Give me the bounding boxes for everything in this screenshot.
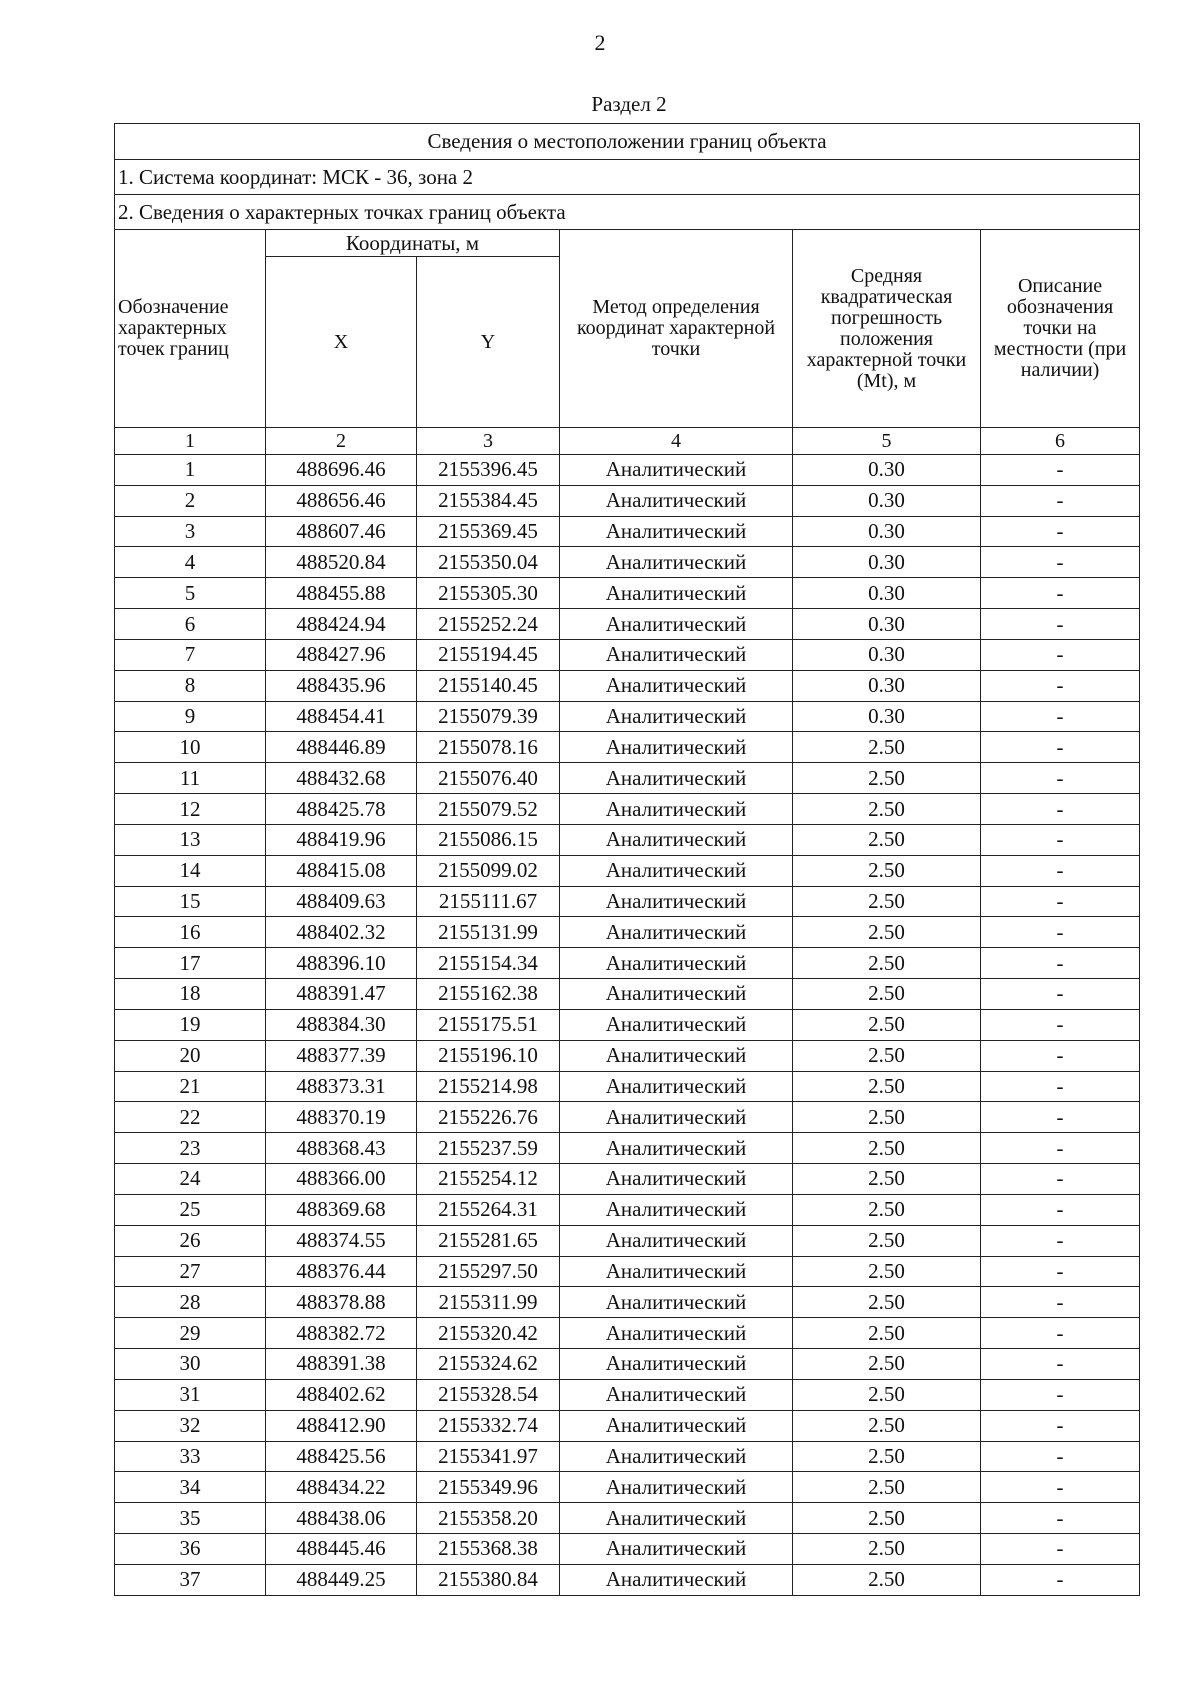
header-coordinates: Координаты, м — [266, 230, 560, 257]
point-number: 25 — [115, 1194, 266, 1225]
coordinate-y: 2155264.31 — [417, 1194, 560, 1225]
point-number: 35 — [115, 1503, 266, 1534]
coordinate-x: 488376.44 — [266, 1256, 417, 1287]
method-cell: Аналитический — [560, 1318, 793, 1349]
accuracy-cell: 2.50 — [793, 1318, 981, 1349]
coordinate-y: 2155131.99 — [417, 917, 560, 948]
coordinate-y: 2155332.74 — [417, 1410, 560, 1441]
table-row — [115, 1503, 1140, 1534]
header-y: Y — [417, 257, 560, 428]
point-number: 17 — [115, 948, 266, 979]
accuracy-cell: 0.30 — [793, 547, 981, 578]
table-row — [115, 1533, 1140, 1564]
accuracy-cell: 2.50 — [793, 1472, 981, 1503]
table-row — [115, 1441, 1140, 1472]
accuracy-cell: 2.50 — [793, 1194, 981, 1225]
coordinate-y: 2155154.34 — [417, 948, 560, 979]
description-cell: - — [981, 639, 1140, 670]
point-number: 5 — [115, 578, 266, 609]
method-cell: Аналитический — [560, 1040, 793, 1071]
page-number: 2 — [594, 30, 606, 55]
accuracy-cell: 2.50 — [793, 1225, 981, 1256]
point-number: 36 — [115, 1533, 266, 1564]
point-number: 11 — [115, 763, 266, 794]
description-cell: - — [981, 578, 1140, 609]
accuracy-cell: 2.50 — [793, 1503, 981, 1534]
accuracy-cell: 0.30 — [793, 701, 981, 732]
coordinate-y: 2155328.54 — [417, 1379, 560, 1410]
method-cell: Аналитический — [560, 763, 793, 794]
table-row — [115, 1009, 1140, 1040]
coordinate-x: 488391.38 — [266, 1349, 417, 1380]
header-method: Метод определения координат характерной точки — [560, 230, 793, 428]
description-cell: - — [981, 1441, 1140, 1472]
coordinate-x: 488369.68 — [266, 1194, 417, 1225]
coordinate-x: 488454.41 — [266, 701, 417, 732]
description-cell: - — [981, 1318, 1140, 1349]
coordinate-y: 2155254.12 — [417, 1164, 560, 1195]
accuracy-cell: 2.50 — [793, 979, 981, 1010]
accuracy-cell: 2.50 — [793, 1533, 981, 1564]
accuracy-cell: 2.50 — [793, 824, 981, 855]
method-cell: Аналитический — [560, 547, 793, 578]
method-cell: Аналитический — [560, 1102, 793, 1133]
coordinate-y: 2155226.76 — [417, 1102, 560, 1133]
table-row — [115, 1194, 1140, 1225]
point-number: 2 — [115, 485, 266, 516]
coordinate-x: 488696.46 — [266, 455, 417, 486]
table-row — [115, 1379, 1140, 1410]
coordinate-x: 488432.68 — [266, 763, 417, 794]
coordinate-x: 488656.46 — [266, 485, 417, 516]
accuracy-cell: 2.50 — [793, 1256, 981, 1287]
table-row — [115, 763, 1140, 794]
description-cell: - — [981, 917, 1140, 948]
accuracy-cell: 2.50 — [793, 1287, 981, 1318]
coordinate-y: 2155194.45 — [417, 639, 560, 670]
method-cell: Аналитический — [560, 485, 793, 516]
table-row — [115, 1102, 1140, 1133]
point-number: 18 — [115, 979, 266, 1010]
description-cell: - — [981, 455, 1140, 486]
accuracy-cell: 2.50 — [793, 948, 981, 979]
coordinate-x: 488378.88 — [266, 1287, 417, 1318]
point-number: 3 — [115, 516, 266, 547]
point-number: 37 — [115, 1564, 266, 1595]
point-number: 10 — [115, 732, 266, 763]
table-row — [115, 1410, 1140, 1441]
coordinate-y: 2155237.59 — [417, 1133, 560, 1164]
method-cell: Аналитический — [560, 1164, 793, 1195]
coordinate-y: 2155079.39 — [417, 701, 560, 732]
coordinate-y: 2155380.84 — [417, 1564, 560, 1595]
coordinate-x: 488409.63 — [266, 886, 417, 917]
coordinate-system: 1. Система координат: МСК - 36, зона 2 — [115, 160, 1140, 195]
accuracy-cell: 2.50 — [793, 1441, 981, 1472]
method-cell: Аналитический — [560, 1503, 793, 1534]
accuracy-cell: 0.30 — [793, 578, 981, 609]
accuracy-cell: 2.50 — [793, 1379, 981, 1410]
accuracy-cell: 0.30 — [793, 516, 981, 547]
method-cell: Аналитический — [560, 578, 793, 609]
description-cell: - — [981, 547, 1140, 578]
table-row — [115, 1256, 1140, 1287]
description-cell: - — [981, 670, 1140, 701]
method-cell: Аналитический — [560, 732, 793, 763]
method-cell: Аналитический — [560, 1071, 793, 1102]
description-cell: - — [981, 824, 1140, 855]
description-cell: - — [981, 1009, 1140, 1040]
description-cell: - — [981, 1040, 1140, 1071]
column-numbers-row — [115, 428, 1140, 455]
table-row — [115, 948, 1140, 979]
point-number: 33 — [115, 1441, 266, 1472]
description-cell: - — [981, 1287, 1140, 1318]
table-row — [115, 855, 1140, 886]
coordinate-y: 2155341.97 — [417, 1441, 560, 1472]
coordinate-x: 488415.08 — [266, 855, 417, 886]
point-number: 1 — [115, 455, 266, 486]
description-cell: - — [981, 1194, 1140, 1225]
column-number: 4 — [560, 428, 793, 455]
coordinate-y: 2155086.15 — [417, 824, 560, 855]
point-number: 12 — [115, 794, 266, 825]
table-row — [115, 701, 1140, 732]
table-row — [115, 670, 1140, 701]
method-cell: Аналитический — [560, 1349, 793, 1380]
description-cell: - — [981, 1533, 1140, 1564]
coordinate-x: 488368.43 — [266, 1133, 417, 1164]
accuracy-cell: 2.50 — [793, 1564, 981, 1595]
coordinate-x: 488391.47 — [266, 979, 417, 1010]
table-row — [115, 485, 1140, 516]
coordinate-x: 488438.06 — [266, 1503, 417, 1534]
description-cell: - — [981, 1410, 1140, 1441]
point-number: 16 — [115, 917, 266, 948]
accuracy-cell: 0.30 — [793, 639, 981, 670]
method-cell: Аналитический — [560, 1256, 793, 1287]
point-number: 13 — [115, 824, 266, 855]
coordinate-x: 488427.96 — [266, 639, 417, 670]
description-cell: - — [981, 609, 1140, 640]
section-title: Раздел 2 — [591, 92, 667, 116]
column-number: 5 — [793, 428, 981, 455]
description-cell: - — [981, 516, 1140, 547]
point-number: 4 — [115, 547, 266, 578]
description-cell: - — [981, 1349, 1140, 1380]
table-row — [115, 732, 1140, 763]
header-point-designation: Обозначение характерных точек границ — [115, 230, 266, 428]
description-cell: - — [981, 979, 1140, 1010]
point-number: 23 — [115, 1133, 266, 1164]
coordinate-y: 2155079.52 — [417, 794, 560, 825]
description-cell: - — [981, 1225, 1140, 1256]
coordinate-y: 2155078.16 — [417, 732, 560, 763]
description-cell: - — [981, 886, 1140, 917]
description-cell: - — [981, 1256, 1140, 1287]
method-cell: Аналитический — [560, 455, 793, 486]
coordinate-y: 2155252.24 — [417, 609, 560, 640]
coordinate-x: 488370.19 — [266, 1102, 417, 1133]
accuracy-cell: 2.50 — [793, 1009, 981, 1040]
point-number: 34 — [115, 1472, 266, 1503]
accuracy-cell: 2.50 — [793, 886, 981, 917]
point-number: 6 — [115, 609, 266, 640]
coordinate-y: 2155369.45 — [417, 516, 560, 547]
description-cell: - — [981, 948, 1140, 979]
accuracy-cell: 2.50 — [793, 732, 981, 763]
accuracy-cell: 2.50 — [793, 1349, 981, 1380]
accuracy-cell: 2.50 — [793, 917, 981, 948]
point-number: 22 — [115, 1102, 266, 1133]
method-cell: Аналитический — [560, 855, 793, 886]
point-number: 26 — [115, 1225, 266, 1256]
accuracy-cell: 0.30 — [793, 609, 981, 640]
column-number: 3 — [417, 428, 560, 455]
coordinate-x: 488382.72 — [266, 1318, 417, 1349]
point-number: 27 — [115, 1256, 266, 1287]
coordinate-y: 2155324.62 — [417, 1349, 560, 1380]
method-cell: Аналитический — [560, 1009, 793, 1040]
table-row — [115, 609, 1140, 640]
point-number: 14 — [115, 855, 266, 886]
description-cell: - — [981, 1564, 1140, 1595]
method-cell: Аналитический — [560, 1194, 793, 1225]
coordinate-x: 488446.89 — [266, 732, 417, 763]
description-cell: - — [981, 1102, 1140, 1133]
coordinate-y: 2155281.65 — [417, 1225, 560, 1256]
coordinate-y: 2155358.20 — [417, 1503, 560, 1534]
point-number: 7 — [115, 639, 266, 670]
coordinate-y: 2155076.40 — [417, 763, 560, 794]
method-cell: Аналитический — [560, 609, 793, 640]
accuracy-cell: 2.50 — [793, 1071, 981, 1102]
table-row — [115, 1472, 1140, 1503]
header-accuracy: Средняя квадратическая погрешность положения характерной точки (Mt), м — [793, 230, 981, 428]
table-row — [115, 1040, 1140, 1071]
method-cell: Аналитический — [560, 701, 793, 732]
coordinate-x: 488373.31 — [266, 1071, 417, 1102]
coordinate-y: 2155305.30 — [417, 578, 560, 609]
description-cell: - — [981, 485, 1140, 516]
description-cell: - — [981, 1164, 1140, 1195]
description-cell: - — [981, 1503, 1140, 1534]
accuracy-cell: 2.50 — [793, 1133, 981, 1164]
coordinate-y: 2155175.51 — [417, 1009, 560, 1040]
method-cell: Аналитический — [560, 886, 793, 917]
table-row — [115, 1287, 1140, 1318]
description-cell: - — [981, 855, 1140, 886]
coordinate-y: 2155384.45 — [417, 485, 560, 516]
coordinate-x: 488607.46 — [266, 516, 417, 547]
coordinate-x: 488419.96 — [266, 824, 417, 855]
point-number: 8 — [115, 670, 266, 701]
accuracy-cell: 2.50 — [793, 794, 981, 825]
method-cell: Аналитический — [560, 824, 793, 855]
coordinate-y: 2155099.02 — [417, 855, 560, 886]
coordinate-x: 488374.55 — [266, 1225, 417, 1256]
column-number: 6 — [981, 428, 1140, 455]
coordinate-x: 488412.90 — [266, 1410, 417, 1441]
point-number: 24 — [115, 1164, 266, 1195]
coordinate-y: 2155349.96 — [417, 1472, 560, 1503]
table-row — [115, 886, 1140, 917]
point-number: 31 — [115, 1379, 266, 1410]
column-number: 2 — [266, 428, 417, 455]
description-cell: - — [981, 732, 1140, 763]
method-cell: Аналитический — [560, 794, 793, 825]
description-cell: - — [981, 701, 1140, 732]
coordinate-x: 488384.30 — [266, 1009, 417, 1040]
description-cell: - — [981, 1071, 1140, 1102]
accuracy-cell: 0.30 — [793, 670, 981, 701]
coordinate-y: 2155214.98 — [417, 1071, 560, 1102]
table-row — [115, 979, 1140, 1010]
accuracy-cell: 2.50 — [793, 855, 981, 886]
boundary-points-table — [114, 123, 1140, 1596]
table-row — [115, 578, 1140, 609]
description-cell: - — [981, 1379, 1140, 1410]
coordinate-x: 488445.46 — [266, 1533, 417, 1564]
column-number: 1 — [115, 428, 266, 455]
coordinate-x: 488377.39 — [266, 1040, 417, 1071]
accuracy-cell: 2.50 — [793, 1040, 981, 1071]
method-cell: Аналитический — [560, 1533, 793, 1564]
method-cell: Аналитический — [560, 1410, 793, 1441]
accuracy-cell: 0.30 — [793, 455, 981, 486]
table-row — [115, 1349, 1140, 1380]
method-cell: Аналитический — [560, 1225, 793, 1256]
coordinate-y: 2155140.45 — [417, 670, 560, 701]
accuracy-cell: 2.50 — [793, 763, 981, 794]
coordinate-y: 2155320.42 — [417, 1318, 560, 1349]
point-number: 9 — [115, 701, 266, 732]
method-cell: Аналитический — [560, 979, 793, 1010]
table-row — [115, 824, 1140, 855]
description-cell: - — [981, 794, 1140, 825]
method-cell: Аналитический — [560, 917, 793, 948]
coordinate-x: 488402.32 — [266, 917, 417, 948]
accuracy-cell: 0.30 — [793, 485, 981, 516]
method-cell: Аналитический — [560, 1441, 793, 1472]
coordinate-y: 2155350.04 — [417, 547, 560, 578]
method-cell: Аналитический — [560, 948, 793, 979]
coordinate-x: 488434.22 — [266, 1472, 417, 1503]
coordinate-y: 2155368.38 — [417, 1533, 560, 1564]
table-row — [115, 917, 1140, 948]
point-number: 29 — [115, 1318, 266, 1349]
coordinate-y: 2155196.10 — [417, 1040, 560, 1071]
table-row — [115, 1318, 1140, 1349]
coordinate-x: 488449.25 — [266, 1564, 417, 1595]
coordinate-x: 488435.96 — [266, 670, 417, 701]
point-number: 28 — [115, 1287, 266, 1318]
accuracy-cell: 2.50 — [793, 1164, 981, 1195]
table-row — [115, 1164, 1140, 1195]
point-number: 30 — [115, 1349, 266, 1380]
table-row — [115, 1564, 1140, 1595]
method-cell: Аналитический — [560, 1472, 793, 1503]
coordinate-x: 488424.94 — [266, 609, 417, 640]
method-cell: Аналитический — [560, 670, 793, 701]
coordinate-x: 488455.88 — [266, 578, 417, 609]
header-description: Описание обозначения точки на местности (при наличии) — [981, 230, 1140, 428]
method-cell: Аналитический — [560, 516, 793, 547]
coordinate-y: 2155396.45 — [417, 455, 560, 486]
table-row — [115, 1225, 1140, 1256]
table-row — [115, 516, 1140, 547]
description-cell: - — [981, 1133, 1140, 1164]
point-number: 19 — [115, 1009, 266, 1040]
coordinate-y: 2155311.99 — [417, 1287, 560, 1318]
accuracy-cell: 2.50 — [793, 1102, 981, 1133]
coordinate-x: 488366.00 — [266, 1164, 417, 1195]
method-cell: Аналитический — [560, 639, 793, 670]
coordinate-x: 488425.78 — [266, 794, 417, 825]
method-cell: Аналитический — [560, 1379, 793, 1410]
method-cell: Аналитический — [560, 1133, 793, 1164]
coordinate-y: 2155111.67 — [417, 886, 560, 917]
accuracy-cell: 2.50 — [793, 1410, 981, 1441]
point-number: 32 — [115, 1410, 266, 1441]
table-row — [115, 1133, 1140, 1164]
coordinate-x: 488396.10 — [266, 948, 417, 979]
point-number: 21 — [115, 1071, 266, 1102]
coordinate-x: 488425.56 — [266, 1441, 417, 1472]
coordinate-y: 2155297.50 — [417, 1256, 560, 1287]
description-cell: - — [981, 1472, 1140, 1503]
points-heading: 2. Сведения о характерных точках границ объекта — [115, 195, 1140, 230]
coordinate-x: 488520.84 — [266, 547, 417, 578]
header-x: X — [266, 257, 417, 428]
table-title: Сведения о местоположении границ объекта — [115, 124, 1140, 160]
method-cell: Аналитический — [560, 1287, 793, 1318]
method-cell: Аналитический — [560, 1564, 793, 1595]
coordinate-x: 488402.62 — [266, 1379, 417, 1410]
coordinate-y: 2155162.38 — [417, 979, 560, 1010]
table-row — [115, 639, 1140, 670]
description-cell: - — [981, 763, 1140, 794]
table-row — [115, 547, 1140, 578]
point-number: 15 — [115, 886, 266, 917]
table-row — [115, 455, 1140, 486]
point-number: 20 — [115, 1040, 266, 1071]
table-row — [115, 1071, 1140, 1102]
table-row — [115, 794, 1140, 825]
